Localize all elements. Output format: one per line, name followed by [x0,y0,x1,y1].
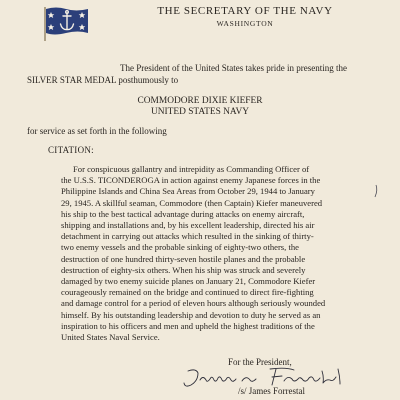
citation-line: destruction of eighty-six others. When his ship was struck and severely [61,264,306,275]
citation-line: destruction of one hundred thirty-seven hostile planes and the probable [61,253,306,264]
citation-line: 29, 1945. A skillful seaman, Commodore (then Captain) Kiefer maneuvered [61,197,323,208]
citation-line: United States Naval Service. [61,332,160,343]
intro-line-1: The President of the United States takes pride in presenting the [120,63,347,73]
navy-secretary-flag-icon [42,4,92,42]
honoree-service: UNITED STATES NAVY [150,107,250,117]
citation-line: two enemy vessels and the probable sinking of eighty-two others, the [61,242,299,253]
service-statement: for service as set forth in the following [27,126,167,136]
honoree-name: COMMODORE DIXIE KIEFER [137,96,263,106]
citation-line: and damage control for a period of eleven hours although seriously wounded [61,298,326,309]
citation-line: shipping and installations and, by his excellent leadership, directed his air [61,220,315,231]
citation-line: Philippine Islands and China Sea Areas from October 29, 1944 to January [61,186,315,197]
citation-line: the U.S.S. TICONDEROGA in action against enemy Japanese forces in the [61,175,321,186]
citation-line: inspiration to his officers and men and upheld the highest traditions of the [61,320,315,331]
citation-line: himself. By his outstanding leadership and devotion to duty he served as an [61,309,321,320]
citation-body [61,164,375,343]
citation-line: courageously remained on the bridge and continued to direct fire-fighting [61,287,314,298]
header-subtitle: WASHINGTON [216,19,274,28]
citation-line: For conspicuous gallantry and intrepidity as Commanding Officer of [73,164,310,174]
citation-line: damaged by two enemy suicide planes on January 21, Commodore Kiefer [61,276,316,287]
header-title: THE SECRETARY OF THE NAVY [157,5,333,17]
intro-line-2: SILVER STAR MEDAL posthumously to [27,75,179,85]
margin-mark [372,184,380,198]
citation-line: detachment in carrying out attacks which resulted in the sinking of thirty- [61,231,314,242]
citation-heading: CITATION: [48,145,94,155]
citation-line: his ship to the best tactical advantage during attacks on enemy aircraft, [61,208,305,219]
typed-signature: /s/ James Forrestal [238,386,305,396]
closing-line: For the President, [228,357,292,367]
